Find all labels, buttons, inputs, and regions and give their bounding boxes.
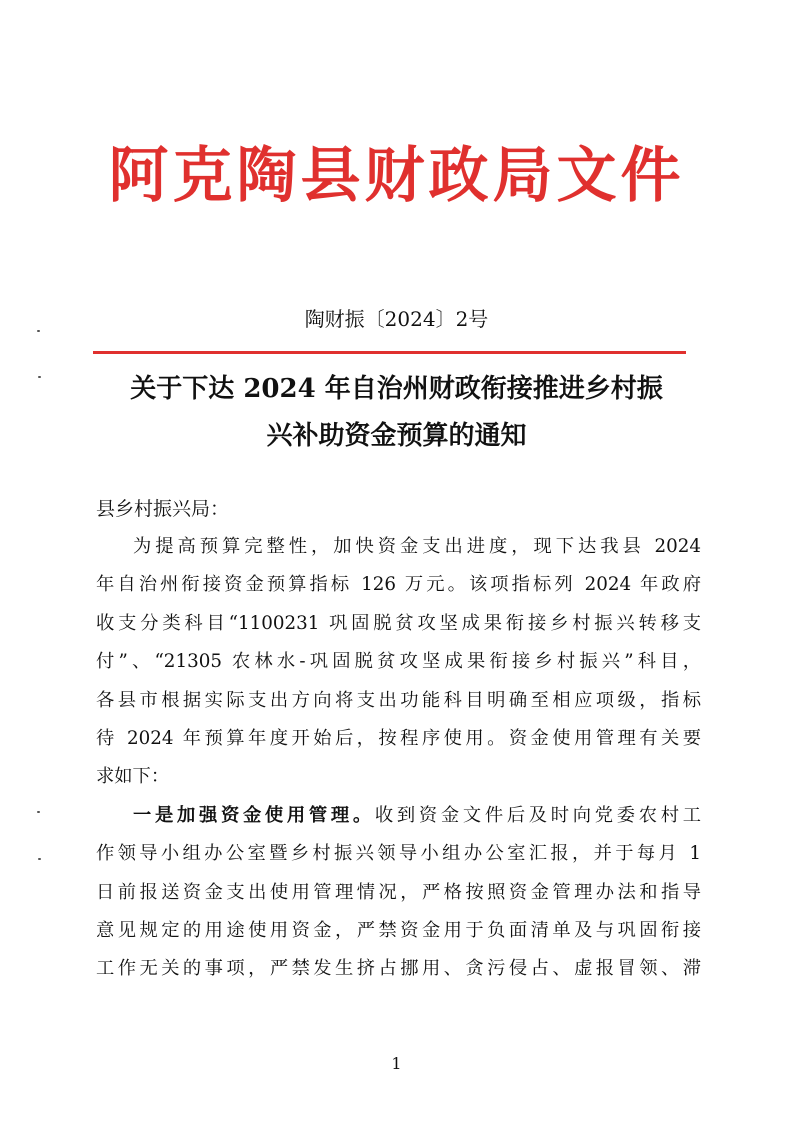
paragraph-1-line: 年自治州衔接资金预算指标 126 万元。该项指标列 2024 年政府 — [96, 574, 701, 596]
page-number: 1 — [391, 1054, 402, 1073]
paragraph-2-lead: 一是加强资金使用管理。 — [133, 804, 375, 826]
notice-title — [80, 366, 713, 460]
scan-speck — [38, 858, 41, 860]
paragraph-1-line: 求如下： — [96, 766, 170, 788]
notice-title-line-1: 关于下达 2024 年自治州财政衔接推进乡村振 — [130, 374, 663, 404]
paragraph-1-line: 待 2024 年预算年度开始后，按程序使用。资金使用管理有关要 — [96, 728, 701, 750]
paragraph-2-line: 日前报送资金支出使用管理情况，严格按照资金管理办法和指导 — [96, 881, 701, 903]
salutation: 县乡村振兴局： — [96, 498, 230, 520]
paragraph-2-line: 作领导小组办公室暨乡村振兴领导小组办公室汇报，并于每月 1 — [96, 843, 701, 865]
scan-speck — [37, 330, 40, 332]
paragraph-1-line: 为提高预算完整性，加快资金支出进度，现下达我县 2024 — [133, 536, 701, 557]
paragraph-2-line: 工作无关的事项，严禁发生挤占挪用、贪污侵占、虚报冒领、滞 — [96, 958, 701, 980]
red-divider-line — [93, 351, 686, 354]
notice-title-line-2: 兴补助资金预算的通知 — [266, 421, 527, 451]
scan-speck — [38, 376, 41, 378]
paragraph-2-first-rest: 收到资金文件后及时向党委农村工 — [374, 804, 701, 826]
document-number: 陶财振〔2024〕2号 — [304, 307, 489, 331]
paragraph-1-line: 付”、“21305 农林水-巩固脱贫攻坚成果衔接乡村振兴”科目， — [96, 651, 701, 673]
paragraph-1-line: 各县市根据实际支出方向将支出功能科目明确至相应项级，指标 — [96, 689, 701, 711]
paragraph-1-line: 收支分类科目“1100231 巩固脱贫攻坚成果衔接乡村振兴转移支 — [96, 612, 701, 634]
body-text — [96, 528, 701, 989]
masthead-title: 阿克陶县财政局文件 — [108, 141, 685, 211]
scan-speck — [37, 811, 40, 813]
paragraph-2-line: 意见规定的用途使用资金，严禁资金用于负面清单及与巩固衔接 — [96, 920, 701, 942]
paragraph-2-first-line — [96, 797, 701, 835]
